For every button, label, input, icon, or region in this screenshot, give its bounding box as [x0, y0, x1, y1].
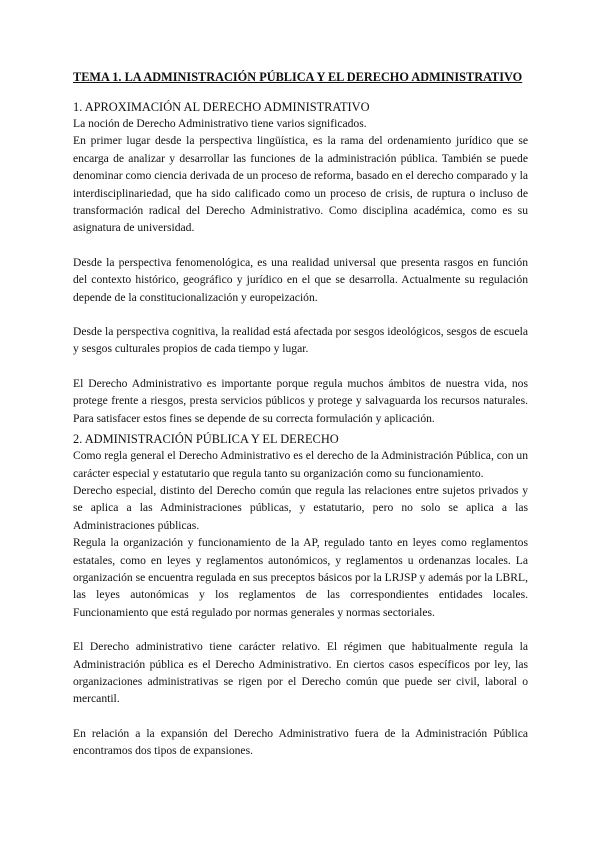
section-2-paragraph: Derecho especial, distinto del Derecho común que regula las relaciones entre sujetos privados y se aplica a las Administraciones públicas, y estatutario, pero no solo se aplica a las Administraciones públicas.	[73, 483, 528, 532]
section-2-paragraph: Como regla general el Derecho Administrativo es el derecho de la Administración Pública, con un carácter especial y estatutario que regula tanto su organización como su funcionamiento.	[73, 449, 528, 480]
paragraph-spacer	[73, 358, 528, 375]
section-1-paragraph: Desde la perspectiva cognitiva, la realidad está afectada por sesgos ideológicos, sesgos de escuela y sesgos culturales propios de cada tiempo y lugar.	[73, 325, 528, 356]
section-1-heading: 1. APROXIMACIÓN AL DERECHO ADMINISTRATIVO	[73, 100, 370, 114]
section-2-paragraph: El Derecho administrativo tiene carácter relativo. El régimen que habitualmente regula la Administración pública es el Derecho Administrativo. En ciertos casos específicos por ley, las organizaciones administrativas se rigen por el Derecho común que puede ser civil, laboral o mercantil.	[73, 640, 528, 706]
section-2-heading: 2. ADMINISTRACIÓN PÚBLICA Y EL DERECHO	[73, 432, 339, 447]
paragraph-spacer	[73, 708, 528, 725]
section-1-paragraph: Desde la perspectiva fenomenológica, es una realidad universal que presenta rasgos en función del contexto histórico, geográfico y jurídico en el que se desarrolla. Actualmente su regulación depende de la constitucionalización y europeización.	[73, 255, 528, 304]
section-2-paragraph: En relación a la expansión del Derecho Administrativo fuera de la Administración Pública encontramos dos tipos de expansiones.	[73, 726, 528, 758]
section-1-paragraph: La noción de Derecho Administrativo tiene varios significados.	[73, 117, 367, 130]
paragraph-spacer	[73, 237, 528, 254]
paragraph-spacer	[73, 306, 528, 323]
paragraph-spacer	[73, 621, 528, 638]
section-1-paragraph: En primer lugar desde la perspectiva lingüística, es la rama del ordenamiento jurídico que se encarga de analizar y desarrollar las funciones de la administración pública. También se puede denominar como ciencia derivada de un proceso de reforma, basado en el derecho comparado y la interdisciplinariedad, que ha sido calificado como un proceso de crisis, de ruptura o incluso de transformación radical del Derecho Administrativo. Como disciplina académica, como es su asignatura de universidad.	[73, 134, 528, 235]
section-2-paragraph: Regula la organización y funcionamiento de la AP, regulado tanto en leyes como reglamentos estatales, como en leyes y reglamentos autonómicos, y reglamentos u ordenanzas locales. La organización se encuentra regulada en sus preceptos básicos por la LRJSP y además por la LBRL, las leyes autonómicas y los reglamentos de las correspondientes entidades locales. Funcionamiento que está regulado por normas generales y normas sectoriales.	[73, 536, 528, 619]
document-content	[73, 69, 528, 760]
section-1-paragraph: El Derecho Administrativo es importante porque regula muchos ámbitos de nuestra vida, nos protege frente a riesgos, presta servicios públicos y protege y salvaguarda los recursos naturales. Para satisfacer estos fines se depende de su correcta formulación y aplicación.	[73, 376, 528, 425]
document-title: TEMA 1. LA ADMINISTRACIÓN PÚBLICA Y EL DERECHO ADMINISTRATIVO	[73, 70, 523, 84]
